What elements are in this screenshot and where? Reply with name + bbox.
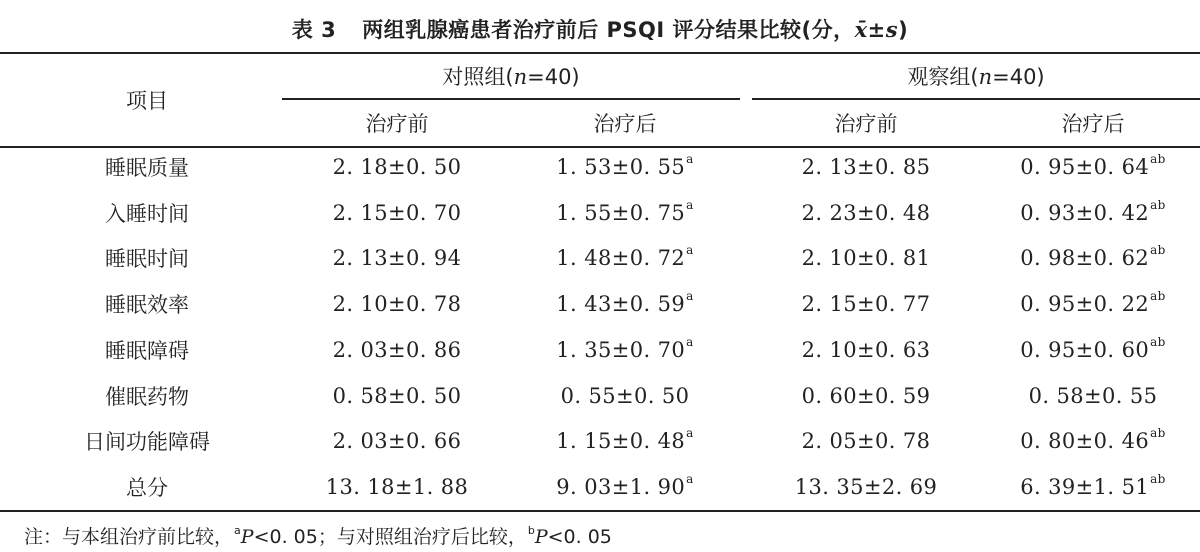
table-cell-c1 [333, 384, 462, 408]
table-cell-c2 [556, 197, 694, 225]
header-observation-before: 治疗前 [834, 112, 898, 136]
row-item-label: 总分 [126, 475, 168, 500]
header-observation-group [907, 61, 1044, 91]
significance-marker: a [686, 471, 694, 486]
cell-value: 2. 05±0. 78 [801, 429, 931, 454]
row-item-label: 睡眠质量 [105, 156, 189, 180]
cell-value: 2. 10±0. 63 [801, 337, 931, 362]
observation-group-n-value: =40) [992, 65, 1045, 89]
cell-value: 0. 98±0. 62 [1020, 246, 1150, 271]
table-cell-c4 [1020, 197, 1166, 225]
table-header-rule [0, 146, 1200, 148]
header-control-before: 治疗前 [365, 112, 429, 136]
table-cell-c4 [1020, 426, 1166, 454]
table-cell-c4 [1020, 152, 1166, 179]
table-cell-c3 [802, 246, 931, 270]
cell-value: 2. 10±0. 81 [801, 246, 931, 271]
table-cell-c2 [556, 334, 694, 362]
cell-value: 2. 13±0. 85 [801, 155, 931, 179]
cell-value: 0. 95±0. 22 [1020, 292, 1150, 317]
cell-value: 2. 03±0. 66 [332, 429, 462, 454]
table-cell-c4 [1020, 243, 1166, 271]
cell-value: 13. 18±1. 88 [325, 474, 469, 499]
table-cell-c2 [556, 243, 694, 271]
cell-value: 2. 13±0. 94 [332, 246, 462, 271]
footnote-sup-a: a [234, 523, 241, 537]
significance-marker: a [686, 426, 694, 441]
cell-value: 0. 58±0. 50 [332, 383, 462, 408]
caption-close: ) [898, 18, 909, 42]
cell-value: 9. 03±1. 90 [556, 474, 686, 499]
observation-group-n-symbol: n [978, 65, 993, 89]
significance-marker: ab [1150, 152, 1166, 166]
cell-value: 1. 55±0. 75 [556, 200, 686, 225]
cell-value: 2. 10±0. 78 [332, 292, 462, 317]
table-cell-c3 [802, 292, 931, 316]
significance-marker: a [686, 197, 694, 212]
control-group-n-value: =40) [527, 65, 580, 89]
table-caption [0, 14, 1200, 44]
table-cell-c3 [802, 338, 931, 362]
mean-sd-symbol: x̄±s [854, 17, 899, 42]
table-cell-c1 [326, 475, 469, 499]
table-footnote [24, 522, 612, 549]
cell-value: 2. 18±0. 50 [332, 155, 462, 179]
table-cell-c3 [795, 475, 938, 499]
row-item-label: 入睡时间 [105, 201, 189, 226]
cell-value: 1. 15±0. 48 [556, 429, 686, 454]
cell-value: 0. 60±0. 59 [801, 383, 931, 408]
observation-group-label: 观察组( [907, 65, 979, 89]
cell-value: 2. 23±0. 48 [801, 200, 931, 225]
footnote-prefix: 注：与本组治疗前比较， [24, 526, 234, 548]
table-cell-c1 [333, 246, 462, 270]
row-item-label: 睡眠时间 [105, 247, 189, 272]
header-control-group [442, 61, 579, 91]
significance-marker: ab [1150, 197, 1166, 212]
table-cell-c4 [1020, 334, 1166, 362]
table-cell-c2 [556, 289, 694, 317]
table-top-rule [0, 52, 1200, 54]
control-group-underline [282, 98, 740, 100]
cell-value: 13. 35±2. 69 [794, 474, 938, 499]
row-item-label: 日间功能障碍 [84, 430, 210, 455]
row-item-label: 睡眠障碍 [105, 338, 189, 363]
control-group-n-symbol: n [513, 65, 528, 89]
control-group-label: 对照组( [442, 65, 514, 89]
table-cell-c4 [1020, 471, 1166, 499]
row-item-label: 睡眠效率 [105, 293, 189, 318]
cell-value: 2. 03±0. 86 [332, 337, 462, 362]
table-cell-c2 [556, 426, 694, 454]
cell-value: 6. 39±1. 51 [1020, 474, 1150, 499]
table-cell-c3 [802, 155, 931, 179]
cell-value: 2. 15±0. 77 [801, 292, 931, 317]
table-cell-c2 [561, 384, 690, 408]
footnote-condition-a: <0. 05；与对照组治疗后比较， [253, 526, 527, 548]
cell-value: 0. 58±0. 55 [1028, 383, 1158, 408]
table-cell-c3 [802, 384, 931, 408]
cell-value: 1. 53±0. 55 [556, 155, 686, 179]
table-cell-c1 [333, 338, 462, 362]
table-cell-c3 [802, 429, 931, 453]
header-item: 项目 [126, 89, 168, 113]
table-cell-c2 [556, 471, 694, 499]
table-cell-c4 [1029, 384, 1158, 408]
significance-marker: ab [1150, 471, 1166, 486]
footnote-p-a: P [240, 526, 254, 548]
significance-marker: a [686, 334, 694, 349]
cell-value: 1. 48±0. 72 [556, 246, 686, 271]
cell-value: 0. 80±0. 46 [1020, 429, 1150, 454]
significance-marker: a [686, 289, 694, 304]
significance-marker: ab [1150, 334, 1166, 349]
row-item-label: 催眠药物 [105, 384, 189, 409]
cell-value: 1. 35±0. 70 [556, 337, 686, 362]
cell-value: 2. 15±0. 70 [332, 200, 462, 225]
footnote-p-b: P [534, 526, 548, 548]
cell-value: 0. 95±0. 60 [1020, 337, 1150, 362]
table-cell-c1 [333, 429, 462, 453]
table-cell-c1 [333, 292, 462, 316]
header-observation-after: 治疗后 [1061, 112, 1125, 136]
significance-marker: a [686, 243, 694, 258]
cell-value: 1. 43±0. 59 [556, 292, 686, 317]
table-cell-c1 [333, 155, 462, 179]
header-control-after: 治疗后 [593, 112, 657, 136]
table-cell-c1 [333, 201, 462, 225]
table-cell-c2 [556, 152, 694, 179]
table-number: 表 3 [291, 18, 337, 42]
footnote-sup-b: b [527, 523, 535, 537]
significance-marker: ab [1150, 243, 1166, 258]
observation-group-underline [752, 98, 1200, 100]
table-bottom-rule [0, 510, 1200, 512]
table-cell-c3 [802, 201, 931, 225]
significance-marker: ab [1150, 289, 1166, 304]
footnote-condition-b: <0. 05 [547, 526, 612, 548]
significance-marker: a [686, 152, 694, 166]
table-cell-c4 [1020, 289, 1166, 317]
cell-value: 0. 93±0. 42 [1020, 200, 1150, 225]
cell-value: 0. 55±0. 50 [560, 383, 690, 408]
table-title: 两组乳腺癌患者治疗前后 PSQI 评分结果比较(分， [362, 18, 855, 42]
significance-marker: ab [1150, 426, 1166, 441]
cell-value: 0. 95±0. 64 [1020, 155, 1150, 179]
